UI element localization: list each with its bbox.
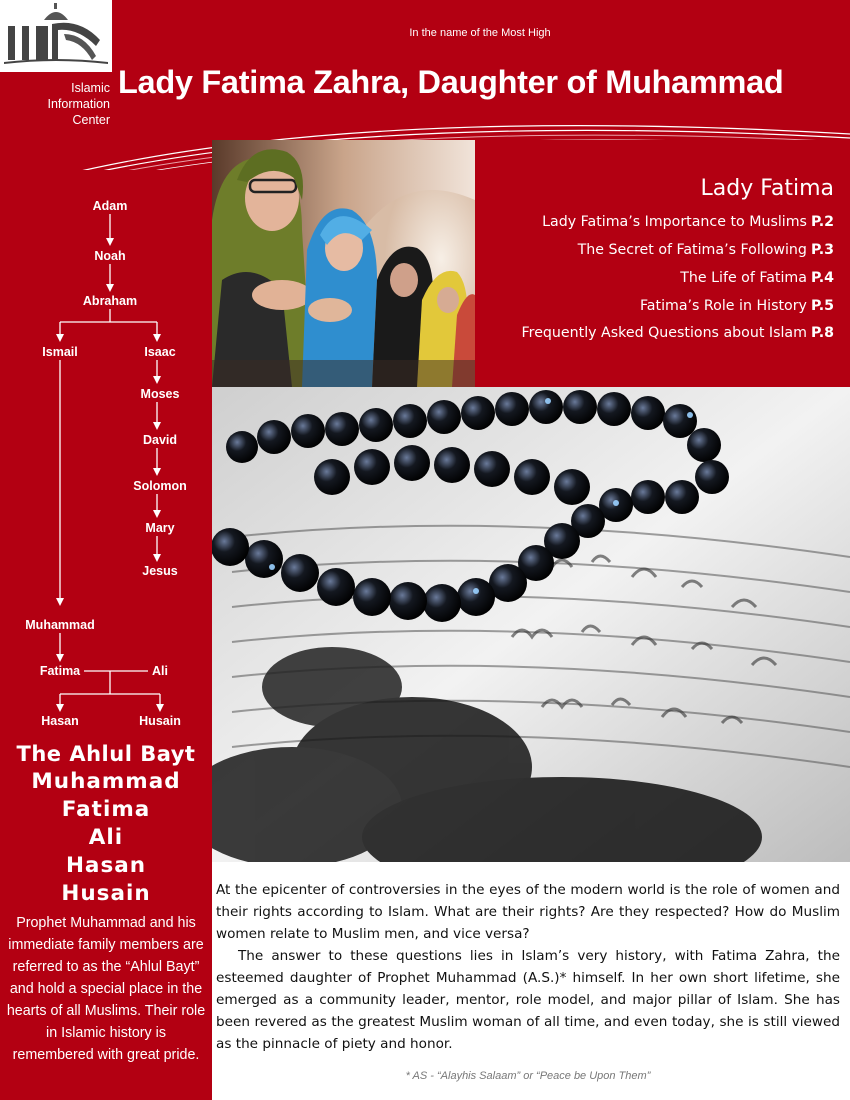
photo-prayer-beads-image (212, 387, 850, 862)
tagline: In the name of the Most High (409, 27, 551, 39)
tree-node-david: David (142, 433, 178, 447)
toc-item-page: P.4 (810, 270, 834, 286)
footnote: * AS - “Alayhis Salaam” or “Peace be Upon Them” (405, 1070, 651, 1082)
tree-node-solomon: Solomon (133, 479, 187, 493)
tree-node-fatima: Fatima (39, 664, 81, 678)
photo-women-praying (212, 140, 475, 387)
toc-item-page: P.2 (810, 214, 834, 230)
contents-panel (475, 140, 850, 387)
tree-node-husain: Husain (139, 714, 181, 728)
photo-prayer-beads-quran (212, 387, 850, 862)
toc-item-label: The Life of Fatima (680, 270, 807, 286)
photo-women-praying-image (212, 140, 475, 387)
toc-item[interactable] (542, 214, 834, 230)
contents-title: Lady Fatima (700, 176, 834, 201)
article-paragraph: At the epicenter of controversies in the eyes of the modern world is the role of women and their rights according to Islam. What are their rights? Are they respected? How do Muslim women relate to Muslim men, and vice versa? (216, 882, 840, 942)
tree-node-ali: Ali (152, 664, 168, 678)
iic-logo (0, 0, 112, 72)
tree-node-mary: Mary (145, 521, 175, 535)
ahlul-bayt-block (0, 740, 212, 908)
ahlul-bayt-name: Muhammad (31, 769, 181, 794)
org-name-line: Islamic (71, 81, 110, 95)
ahlul-bayt-name: Ali (88, 825, 124, 850)
tree-node-jesus: Jesus (142, 564, 178, 578)
tree-node-muhammad: Muhammad (25, 618, 95, 632)
ahlul-bayt-title: The Ahlul Bayt (16, 742, 196, 766)
tree-node-moses: Moses (140, 387, 180, 401)
tree-node-abraham: Abraham (82, 294, 138, 308)
org-name-line: Center (72, 113, 110, 127)
ahlul-bayt-description: Prophet Muhammad and his immediate family members are referred to as the “Ahlul Bayt” and hold a special place in the hearts of all Muslims. Their role in Islamic history is remembered with great pride. (6, 915, 206, 1063)
article-paragraph: The answer to these questions lies in Islam’s very history, with Fatima Zahra, the esteemed daughter of Prophet Muhammad (A.S.)* himself. In her own short lifetime, she emerged as a community leader, mentor, role model, and major pillar of Islam. She has been revered as the greatest Muslim woman of all time, and even today, she is still viewed as the pinnacle of piety and honor. (216, 948, 840, 1052)
org-name-line: Information (47, 97, 110, 111)
toc-item-label: Frequently Asked Questions about Islam (521, 325, 807, 341)
tree-node-adam: Adam (92, 199, 128, 213)
toc-item-label: Fatima’s Role in History (639, 298, 807, 314)
toc-item[interactable] (680, 270, 834, 286)
tree-node-ismail: Ismail (42, 345, 78, 359)
article-body (216, 879, 840, 1055)
toc-item[interactable] (522, 325, 834, 341)
tree-connectors (56, 214, 164, 712)
ahlul-bayt-name: Hasan (65, 853, 147, 878)
mosque-logo-icon (0, 0, 112, 72)
page-title: Lady Fatima Zahra, Daughter of Muhammad (118, 64, 784, 100)
toc-item[interactable] (640, 298, 834, 314)
toc-item[interactable] (578, 242, 834, 258)
ahlul-bayt-name: Fatima (61, 797, 151, 822)
toc-item-page: P.5 (810, 298, 834, 314)
tree-node-noah: Noah (94, 249, 126, 263)
tree-node-isaac: Isaac (144, 345, 176, 359)
toc-item-label: Lady Fatima’s Importance to Muslims (542, 214, 807, 230)
family-tree (0, 170, 212, 740)
ahlul-bayt-name: Husain (61, 881, 151, 906)
toc-item-page: P.8 (810, 325, 834, 341)
tree-node-hasan: Hasan (41, 714, 79, 728)
toc-item-label: The Secret of Fatima’s Following (577, 242, 807, 258)
toc-item-page: P.3 (810, 242, 834, 258)
